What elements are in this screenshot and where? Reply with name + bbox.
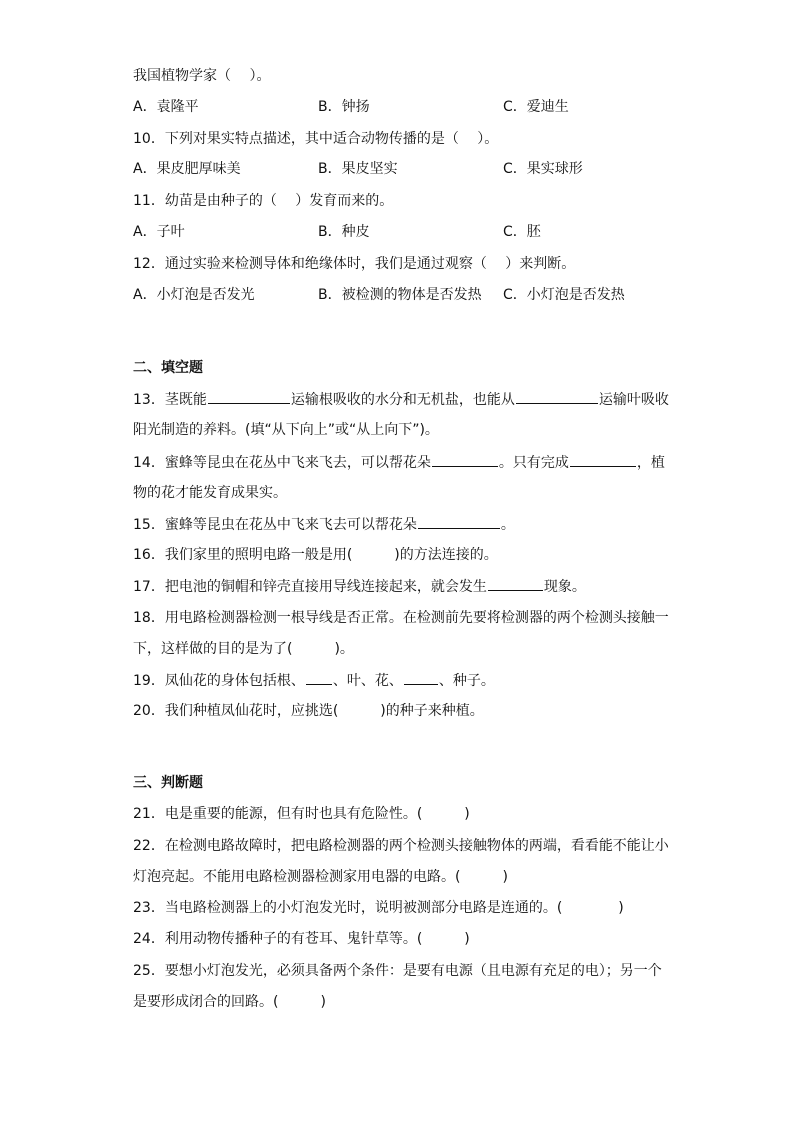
- q17-text-1: 17．把电池的铜帽和锌壳直接用导线连接起来，就会发生: [133, 579, 487, 595]
- q22-line1: 22．在检测电路故障时，把电路检测器的两个检测头接触物体的两端，看看能不能让小: [133, 838, 669, 854]
- q12-option-a: A．小灯泡是否发光: [133, 287, 255, 303]
- q19-blank-1[interactable]: [306, 670, 332, 685]
- q24: 24．利用动物传播种子的有苍耳、鬼针草等。( ): [133, 931, 470, 947]
- q11-stem: 11．幼苗是由种子的（ ）发育而来的。: [133, 193, 394, 209]
- q12-option-c: C．小灯泡是否发热: [503, 287, 625, 303]
- q9-option-c: C．爱迪生: [503, 99, 569, 115]
- q19: [133, 670, 495, 691]
- q15: [133, 514, 515, 535]
- q25-line2: 是要形成闭合的回路。( ): [133, 994, 326, 1010]
- q19-text-1: 19．凤仙花的身体包括根、: [133, 673, 305, 689]
- q23: 23．当电路检测器上的小灯泡发光时，说明被测部分电路是连通的。( ): [133, 900, 624, 916]
- q19-text-2: 、叶、花、: [332, 673, 403, 689]
- q11-option-c: C．胚: [503, 224, 541, 240]
- q18-line2: 下，这样做的目的是为了( )。: [133, 641, 354, 657]
- q14-text-1: 14．蜜蜂等昆虫在花丛中飞来飞去，可以帮花朵: [133, 455, 431, 471]
- q17-text-2: 现象。: [543, 579, 586, 595]
- q15-blank[interactable]: [418, 514, 500, 529]
- q19-text-3: 、种子。: [438, 673, 495, 689]
- q14-text-3: ，植: [636, 455, 665, 471]
- q13-line2: 阳光制造的养料。(填“从下向上”或“从上向下”)。: [133, 422, 439, 438]
- q14-line1: [133, 452, 665, 473]
- q13-text-1: 13．茎既能: [133, 392, 207, 408]
- q11-option-b: B．种皮: [318, 224, 370, 240]
- q10-stem: 10．下列对果实特点描述，其中适合动物传播的是（ ）。: [133, 131, 499, 147]
- q13-line1: [133, 389, 669, 410]
- q25-line1: 25．要想小灯泡发光，必须具备两个条件：是要有电源（且电源有充足的电）；另一个: [133, 963, 662, 979]
- q9-option-b: B．钟扬: [318, 99, 370, 115]
- q10-option-c: C．果实球形: [503, 161, 583, 177]
- q22-line2: 灯泡亮起。不能用电路检测器检测家用电器的电路。( ): [133, 869, 508, 885]
- q19-blank-2[interactable]: [404, 670, 438, 685]
- q14-blank-2[interactable]: [570, 452, 636, 467]
- q20: 20．我们种植凤仙花时，应挑选( )的种子来种植。: [133, 703, 484, 719]
- q12-stem: 12．通过实验来检测导体和绝缘体时，我们是通过观察（ ）来判断。: [133, 256, 576, 272]
- q9-option-a: A．袁隆平: [133, 99, 199, 115]
- q13-blank-1[interactable]: [208, 389, 290, 404]
- q13-text-2: 运输根吸收的水分和无机盐，也能从: [290, 392, 515, 408]
- q13-text-3: 运输叶吸收: [598, 392, 669, 408]
- q13-blank-2[interactable]: [516, 389, 598, 404]
- q14-blank-1[interactable]: [432, 452, 498, 467]
- q10-option-a: A．果皮肥厚味美: [133, 161, 241, 177]
- q10-option-b: B．果皮坚实: [318, 161, 398, 177]
- q16: 16．我们家里的照明电路一般是用( )的方法连接的。: [133, 547, 498, 563]
- q14-line2: 物的花才能发育成果实。: [133, 485, 287, 501]
- q18-line1: 18．用电路检测器检测一根导线是否正常。在检测前先要将检测器的两个检测头接触一: [133, 610, 669, 626]
- q17-blank[interactable]: [488, 576, 543, 591]
- q17: [133, 576, 586, 597]
- q14-text-2: 。只有完成: [498, 455, 569, 471]
- q21: 21．电是重要的能源，但有时也具有危险性。( ): [133, 806, 470, 822]
- section-fill-in-heading: 二、填空题: [133, 360, 203, 376]
- q9-stem: 我国植物学家（ ）。: [133, 68, 271, 84]
- q15-text-2: 。: [500, 517, 515, 533]
- q12-option-b: B．被检测的物体是否发热: [318, 287, 482, 303]
- q15-text-1: 15．蜜蜂等昆虫在花丛中飞来飞去可以帮花朵: [133, 517, 417, 533]
- section-true-false-heading: 三、判断题: [133, 775, 203, 791]
- q11-option-a: A．子叶: [133, 224, 185, 240]
